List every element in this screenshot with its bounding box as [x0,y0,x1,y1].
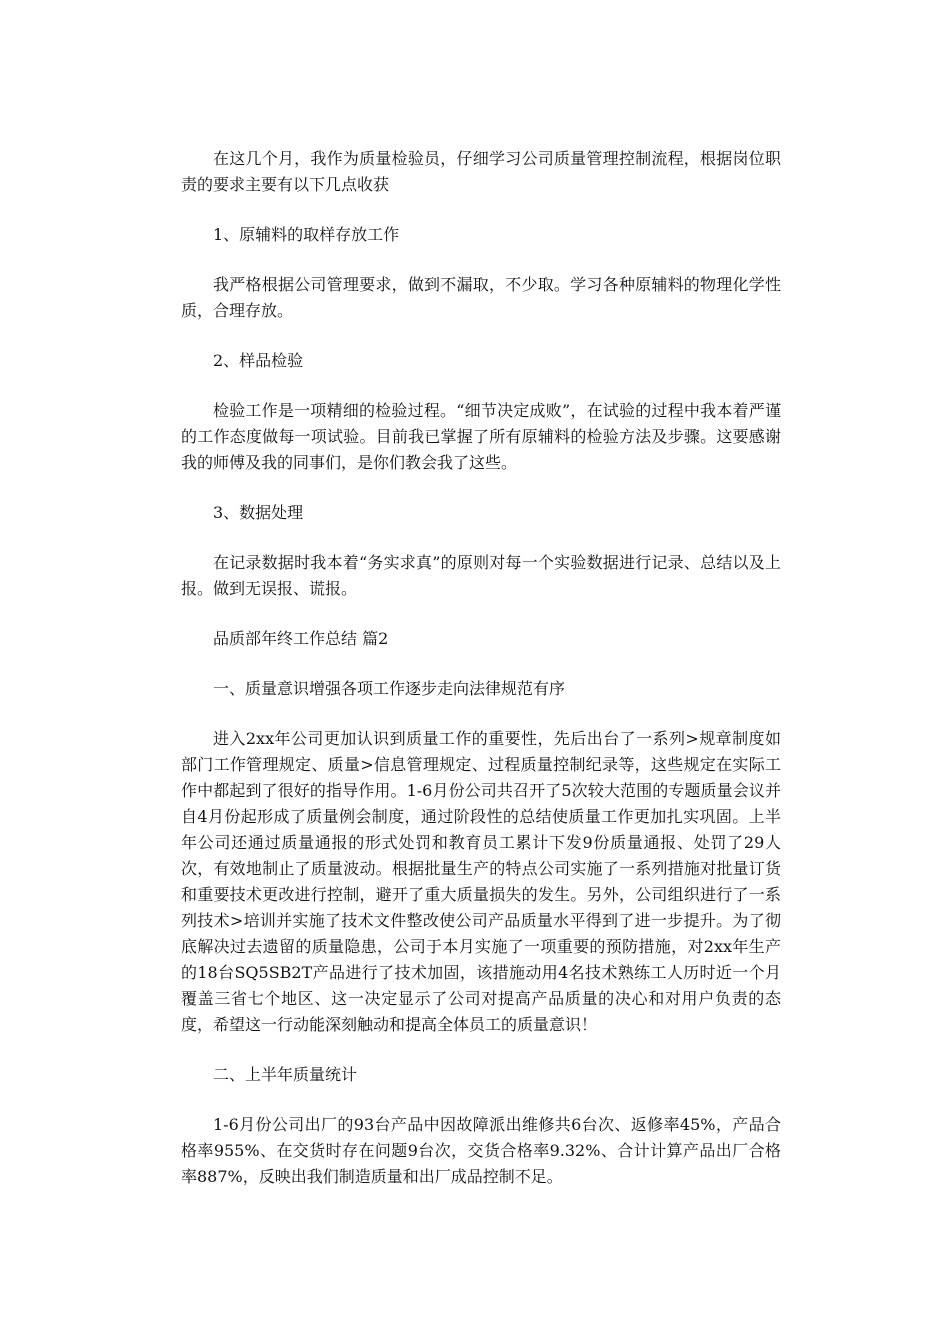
heading-quality-awareness: 一、质量意识增强各项工作逐步走向法律规范有序 [213,679,566,698]
data-paragraph: 在记录数据时我本着“务实求真”的原则对每一个实验数据进行记录、总结以及上报。做到无误报、谎报。 [181,553,781,598]
inspection-paragraph: 检验工作是一项精细的检验过程。“细节决定成败”，在试验的过程中我本着严谨的工作态度做每一项试验。目前我已掌握了所有原辅料的检验方法及步骤。这要感谢我的师傅及我的同事们，是你们教会我了这些。 [181,401,781,472]
sampling-paragraph: 我严格根据公司管理要求，做到不漏取，不少取。学习各种原辅料的物理化学性质，合理存放。 [181,275,781,320]
heading-quality-statistics: 二、上半年质量统计 [213,1065,358,1084]
intro-paragraph: 在这几个月，我作为质量检验员，仔细学习公司质量管理控制流程，根据岗位职责的要求主要有以下几点收获 [181,149,781,194]
heading-data-processing: 3、数据处理 [213,503,304,522]
quality-awareness-paragraph: 进入2xx年公司更加认识到质量工作的重要性，先后出台了一系列>规章制度如部门工作管理规定、质量>信息管理规定、过程质量控制纪录等，这些规定在实际工作中都起到了很好的指导作用。1-6月份公司共召开了5次较大范围的专题质量会议并自4月份起形成了质量例会制度，通过阶段性的总结使质量工作更加扎实巩固。上半年公司还通过质量通报的形式处罚和教育员工累计下发9份质量通报、处罚了29人次，有效地制止了质量波动。根据批量生产的特点公司实施了一系列措施对批量订货和重要技术更改进行控制，避开了重大质量损失的发生。另外，公司组织进行了一系列技术>培训并实施了技术文件整改使公司产品质量水平得到了进一步提升。为了彻底解决过去遗留的质量隐患，公司于本月实施了一项重要的预防措施，对2xx年生产的18台SQ5SB2T产品进行了技术加固，该措施动用4名技术熟练工人历时近一个月覆盖三省七个地区、这一决定显示了公司对提高产品质量的决心和对用户负责的态度，希望这一行动能深刻触动和提高全体员工的质量意识！ [181,729,781,1034]
heading-sampling-storage: 1、原辅料的取样存放工作 [213,225,400,244]
section-title-part2: 品质部年终工作总结 篇2 [213,629,389,648]
heading-sample-inspection: 2、样品检验 [213,351,304,370]
quality-statistics-paragraph: 1-6月份公司出厂的93台产品中因故障派出维修共6台次、返修率45%，产品合格率955%、在交货时存在问题9台次，交货合格率9.32%、合计计算产品出厂合格率887%，反映出我们制造质量和出厂成品控制不足。 [181,1115,781,1186]
document-body [181,146,781,1214]
